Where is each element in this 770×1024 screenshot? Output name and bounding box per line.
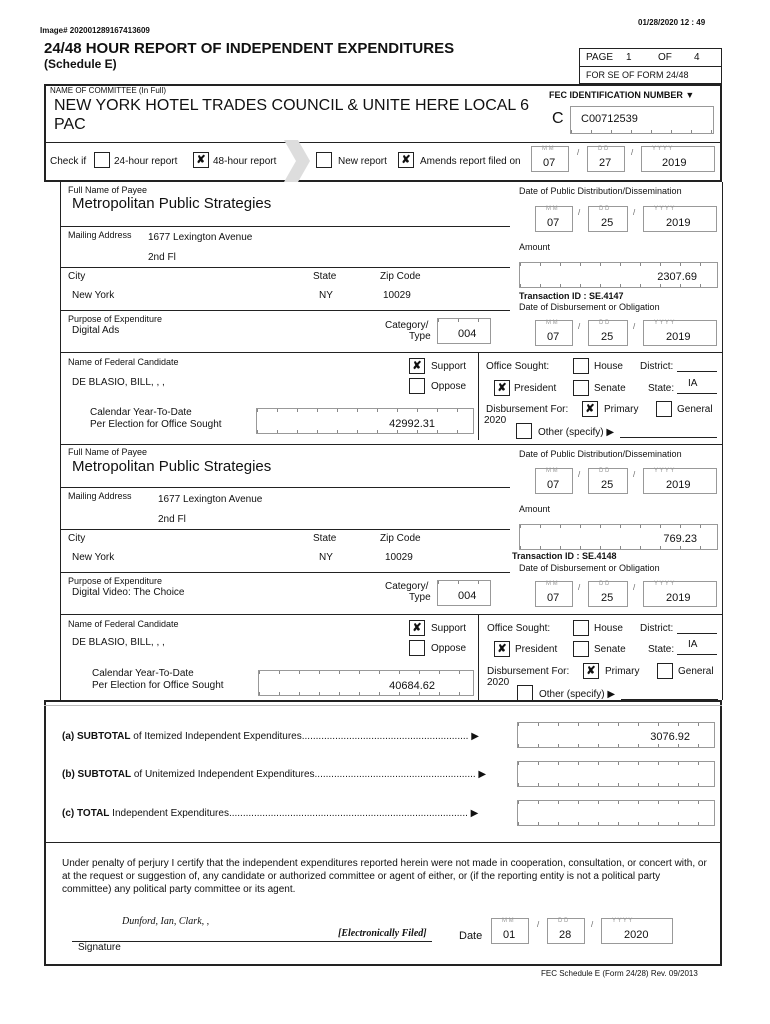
amends-label: Amends report filed on <box>420 156 521 167</box>
type-label: Type <box>409 331 431 342</box>
date-label: Date <box>459 930 483 942</box>
amount-label: Amount <box>519 242 551 252</box>
disb-mm-field: M M 07 <box>535 581 573 607</box>
state-label: State <box>313 533 337 544</box>
committee-name-label: NAME OF COMMITTEE (In Full) <box>50 86 166 95</box>
oppose-checkbox[interactable] <box>409 378 425 394</box>
new-report-label: New report <box>338 156 387 167</box>
subtotal-a-field <box>517 722 715 748</box>
h48-checkbox[interactable]: ✘ <box>193 152 209 168</box>
chevron-divider-icon <box>284 140 310 182</box>
signer-name: Dunford, Ian, Clark, , <box>122 916 210 927</box>
cert-mm-field: M M 01 <box>491 918 529 944</box>
amends-mm-field: M M 07 <box>531 146 569 172</box>
primary-label: Primary <box>605 666 640 677</box>
for-form-label: FOR SE OF FORM 24/48 <box>586 70 689 80</box>
disb-dd-field: D D 25 <box>588 320 628 346</box>
general-label: General <box>678 666 714 677</box>
other-checkbox[interactable] <box>517 685 533 701</box>
support-label: Support <box>431 361 467 372</box>
address-label: Mailing Address <box>68 230 132 240</box>
disb-mm-value: 07 <box>547 592 560 604</box>
ytd-value: 40684.62 <box>389 680 435 692</box>
dist-dd-field: D D 25 <box>588 468 628 494</box>
senate-label: Senate <box>594 383 626 394</box>
amount-value: 2307.69 <box>657 271 697 283</box>
page-box <box>579 48 722 84</box>
amount-field <box>519 524 718 550</box>
subtotal-b-field <box>517 761 715 787</box>
dist-dd-value: 25 <box>601 217 614 229</box>
oppose-label: Oppose <box>431 643 467 654</box>
form-subtitle: (Schedule E) <box>44 57 117 71</box>
disb-yyyy-value: 2019 <box>666 592 691 604</box>
ytd-label-2: Per Election for Office Sought <box>92 680 224 691</box>
cert-yyyy-value: 2020 <box>624 929 649 941</box>
state-value: NY <box>319 290 333 301</box>
other-checkbox[interactable] <box>516 423 532 439</box>
form-footer: FEC Schedule E (Form 24/28) Rev. 09/2013 <box>541 969 698 978</box>
category-field <box>437 318 491 344</box>
h24-label: 24-hour report <box>114 156 178 167</box>
ytd-label-1: Calendar Year-To-Date <box>92 668 194 679</box>
zip-value: 10029 <box>383 290 411 301</box>
certification-text: Under penalty of perjury I certify that the independent expenditures reported herein were not made in cooperation, consultation, or concert with, or at the request or suggestion of, any candidate or authorized committee or agent of either, or (if the reporting entity is not a political party committee) any political party committee or its agent. <box>62 858 707 895</box>
purpose-label: Purpose of Expenditure <box>68 314 163 324</box>
purpose-label: Purpose of Expenditure <box>68 576 163 586</box>
disb-mm-field: M M 07 <box>535 320 573 346</box>
amends-mm-value: 07 <box>543 157 556 169</box>
senate-checkbox[interactable] <box>573 641 589 657</box>
state2-value: IA <box>688 639 698 650</box>
president-checkbox[interactable]: ✘ <box>494 380 510 396</box>
page-number: 1 <box>626 52 632 63</box>
purpose-value: Digital Video: The Choice <box>72 587 185 598</box>
disb-dd-value: 25 <box>601 331 614 343</box>
committee-name-line2: PAC <box>54 116 86 133</box>
cert-dd-field: D D 28 <box>547 918 585 944</box>
house-checkbox[interactable] <box>573 358 589 374</box>
general-checkbox[interactable] <box>657 663 673 679</box>
dist-mm-value: 07 <box>547 217 560 229</box>
dist-mm-field: M M 07 <box>535 468 573 494</box>
total-c-field <box>517 800 715 826</box>
president-label: President <box>514 383 557 394</box>
ytd-field <box>258 670 474 696</box>
disb-date-label: Date of Disbursement or Obligation <box>519 563 660 573</box>
category-label: Category/ <box>385 320 429 331</box>
address-line2: 2nd Fl <box>158 514 186 525</box>
subtotal-b-label: (b) SUBTOTAL of Unitemized Independent Expenditures.......................................................... ▶ <box>62 769 487 780</box>
image-id: Image# 202001289167413609 <box>40 26 150 35</box>
district-label: District: <box>640 623 674 634</box>
state2-value: IA <box>688 378 698 389</box>
general-checkbox[interactable] <box>656 401 672 417</box>
new-report-checkbox[interactable] <box>316 152 332 168</box>
cert-dd-value: 28 <box>559 929 572 941</box>
payee-label: Full Name of Payee <box>68 185 148 195</box>
page-total: 4 <box>694 52 700 63</box>
support-label: Support <box>431 623 467 634</box>
category-label: Category/ <box>385 581 429 592</box>
payee-label: Full Name of Payee <box>68 447 148 457</box>
state-value: NY <box>319 552 333 563</box>
of-label: OF <box>658 52 672 63</box>
h24-checkbox[interactable] <box>94 152 110 168</box>
disb-year: 2020 <box>487 677 510 688</box>
office-sought-label: Office Sought: <box>486 361 550 372</box>
oppose-checkbox[interactable] <box>409 640 425 656</box>
office-sought-label: Office Sought: <box>487 623 551 634</box>
amount-field <box>519 262 718 288</box>
primary-checkbox[interactable]: ✘ <box>582 401 598 417</box>
disb-mm-value: 07 <box>547 331 560 343</box>
house-checkbox[interactable] <box>573 620 589 636</box>
dist-yyyy-value: 2019 <box>666 479 691 491</box>
senate-label: Senate <box>594 644 626 655</box>
committee-name-line1: NEW YORK HOTEL TRADES COUNCIL & UNITE HERE LOCAL 6 <box>54 97 530 114</box>
disb-yyyy-field: Y Y Y Y 2019 <box>643 581 717 607</box>
disb-year: 2020 <box>484 415 507 426</box>
page-label: PAGE <box>586 52 614 63</box>
amends-yyyy-value: 2019 <box>662 157 687 169</box>
ytd-value: 42992.31 <box>389 418 435 430</box>
support-checkbox[interactable]: ✘ <box>409 358 425 374</box>
disb-dd-field: D D 25 <box>588 581 628 607</box>
disb-for-label: Disbursement For: <box>487 666 570 677</box>
disb-for-label: Disbursement For: <box>486 404 569 415</box>
house-label: House <box>594 623 623 634</box>
check-if-label: Check if <box>50 156 87 167</box>
entries-left-border <box>60 182 61 700</box>
dist-date-label: Date of Public Distribution/Dissemination <box>519 449 682 459</box>
city-value: New York <box>72 290 115 301</box>
amount-value: 769.23 <box>663 533 697 545</box>
fec-id-field <box>570 106 714 134</box>
category-value: 004 <box>458 328 477 340</box>
disb-date-label: Date of Disbursement or Obligation <box>519 302 660 312</box>
candidate-label: Name of Federal Candidate <box>68 619 179 629</box>
payee-name: Metropolitan Public Strategies <box>72 458 272 475</box>
dist-yyyy-field: Y Y Y Y 2019 <box>643 206 717 232</box>
address-line1: 1677 Lexington Avenue <box>148 232 253 243</box>
dist-yyyy-value: 2019 <box>666 217 691 229</box>
transaction-id: Transaction ID : SE.4147 <box>519 291 624 301</box>
dist-mm-value: 07 <box>547 479 560 491</box>
primary-checkbox[interactable]: ✘ <box>583 663 599 679</box>
city-value: New York <box>72 552 115 563</box>
president-checkbox[interactable]: ✘ <box>494 641 510 657</box>
purpose-value: Digital Ads <box>72 325 120 336</box>
amount-label: Amount <box>519 504 551 514</box>
dist-mm-field: M M 07 <box>535 206 573 232</box>
district-label: District: <box>640 361 674 372</box>
dist-date-label: Date of Public Distribution/Dissemination <box>519 186 682 196</box>
senate-checkbox[interactable] <box>573 380 589 396</box>
city-label: City <box>68 271 86 282</box>
amends-checkbox[interactable]: ✘ <box>398 152 414 168</box>
amends-dd-field: D D 27 <box>587 146 625 172</box>
entries-right-border <box>722 182 723 700</box>
dist-dd-value: 25 <box>601 479 614 491</box>
state2-label: State: <box>648 644 675 655</box>
cert-mm-value: 01 <box>503 929 516 941</box>
address-line2: 2nd Fl <box>148 252 176 263</box>
ytd-label-1: Calendar Year-To-Date <box>90 407 192 418</box>
state-label: State <box>313 271 337 282</box>
fec-id-prefix: C <box>552 110 564 127</box>
house-label: House <box>594 361 623 372</box>
primary-label: Primary <box>604 404 639 415</box>
disb-yyyy-value: 2019 <box>666 331 691 343</box>
zip-label: Zip Code <box>380 271 421 282</box>
zip-label: Zip Code <box>380 533 421 544</box>
dist-dd-field: D D 25 <box>588 206 628 232</box>
address-label: Mailing Address <box>68 491 132 501</box>
state2-label: State: <box>648 383 675 394</box>
support-checkbox[interactable]: ✘ <box>409 620 425 636</box>
dist-yyyy-field: Y Y Y Y 2019 <box>643 468 717 494</box>
subtotal-a-value: 3076.92 <box>650 731 690 743</box>
h48-label: 48-hour report <box>213 156 277 167</box>
category-value: 004 <box>458 590 477 602</box>
timestamp: 01/28/2020 12 : 49 <box>638 18 706 27</box>
address-line1: 1677 Lexington Avenue <box>158 494 263 505</box>
amends-yyyy-field: Y Y Y Y 2019 <box>641 146 715 172</box>
candidate-label: Name of Federal Candidate <box>68 357 179 367</box>
disb-yyyy-field: Y Y Y Y 2019 <box>643 320 717 346</box>
city-label: City <box>68 533 86 544</box>
disb-dd-value: 25 <box>601 592 614 604</box>
type-label: Type <box>409 592 431 603</box>
oppose-label: Oppose <box>431 381 467 392</box>
signature-label: Signature <box>78 942 121 953</box>
zip-value: 10029 <box>385 552 413 563</box>
president-label: President <box>515 644 558 655</box>
transaction-id: Transaction ID : SE.4148 <box>512 551 617 561</box>
fec-id-value: C00712539 <box>581 113 638 125</box>
ytd-label-2: Per Election for Office Sought <box>90 419 222 430</box>
amends-dd-value: 27 <box>599 157 612 169</box>
candidate-name: DE BLASIO, BILL, , , <box>72 377 165 388</box>
entry-divider <box>60 444 722 445</box>
subtotal-a-label: (a) SUBTOTAL of Itemized Independent Expenditures............................................................ ▶ <box>62 731 479 742</box>
fec-id-label: FEC IDENTIFICATION NUMBER ▼ <box>549 90 695 100</box>
general-label: General <box>677 404 713 415</box>
other-label: Other (specify) ▶ <box>538 427 615 438</box>
cert-yyyy-field: Y Y Y Y 2020 <box>601 918 673 944</box>
candidate-name: DE BLASIO, BILL, , , <box>72 637 165 648</box>
payee-name: Metropolitan Public Strategies <box>72 195 272 212</box>
category-field <box>437 580 491 606</box>
total-c-label: (c) TOTAL Independent Expenditures...................................................................................... ▶ <box>62 808 479 819</box>
ytd-field <box>256 408 474 434</box>
other-label: Other (specify) ▶ <box>539 689 616 700</box>
electronically-filed: [Electronically Filed] <box>338 928 427 939</box>
form-title: 24/48 HOUR REPORT OF INDEPENDENT EXPENDITURES <box>44 40 455 57</box>
